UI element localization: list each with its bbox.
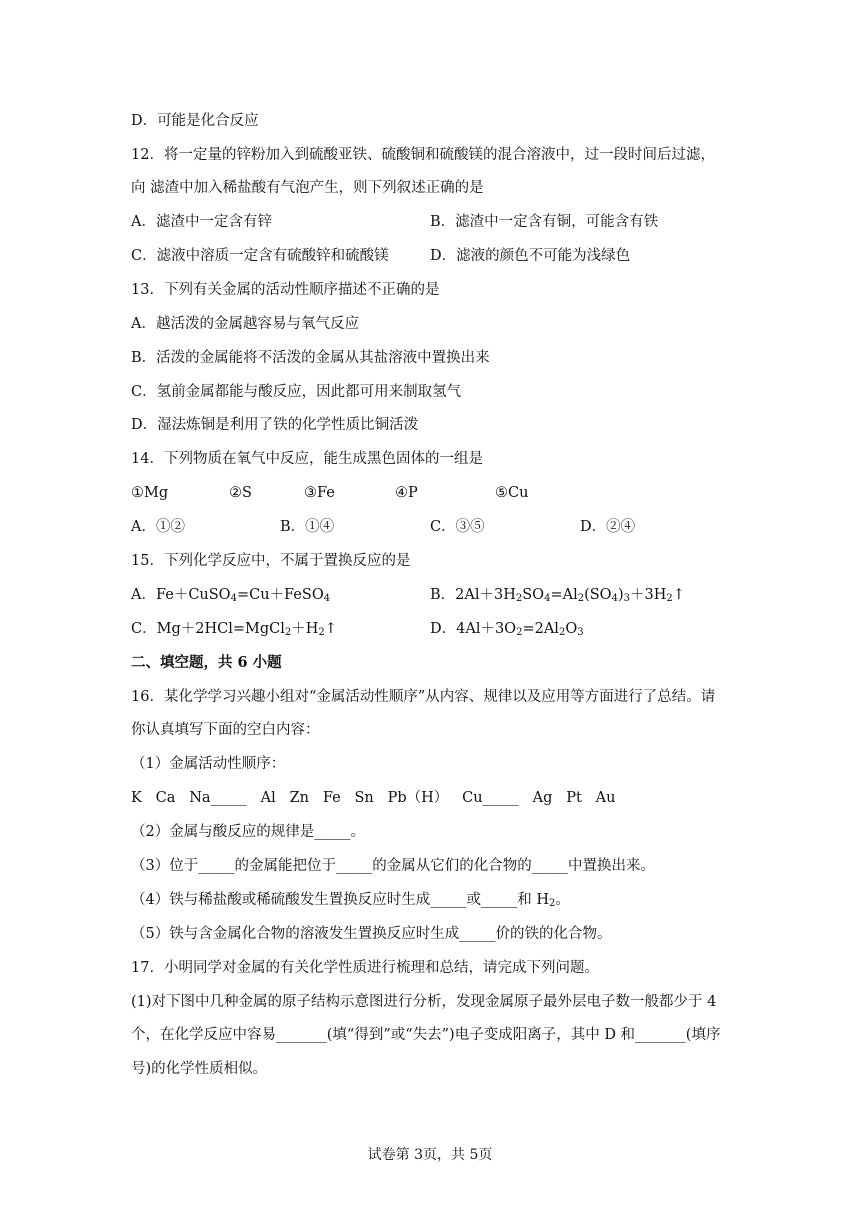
question-13: 13．下列有关金属的活动性顺序描述不正确的是	[131, 282, 440, 298]
substance-2: ②S	[229, 485, 252, 501]
option-15-b: B．$2Al+3H_2SO_4=Al_2(SO_4)_3+3H_2↑$	[430, 587, 685, 604]
question-16-part-3: （3）位于_____的金属能把位于_____的金属从它们的化合物的_____中置换出来。	[131, 858, 655, 874]
option-15-a: A．Fe＋CuSO$_4$=Cu＋FeSO$_4$	[131, 587, 331, 604]
option-12-a: A．滤渣中一定含有锌	[131, 214, 272, 230]
question-16-line-1: 16．某化学学习兴趣小组对“金属活动性顺序”从内容、规律以及应用等方面进行了总结。请	[131, 689, 716, 705]
substance-5: ⑤Cu	[495, 485, 529, 501]
option-11-d: D．可能是化合反应	[131, 113, 259, 129]
question-17-part-1-line-1: (1)对下图中几种金属的原子结构示意图进行分析，发现金属原子最外层电子数一般都少于 4	[131, 994, 717, 1010]
option-14-b: B．①④	[280, 519, 335, 535]
question-16-part-4: （4）铁与稀盐酸或稀硫酸发生置换反应时生成_____或_____和 $H_2$。	[131, 892, 570, 909]
question-12-line-1: 12．将一定量的锌粉加入到硫酸亚铁、硫酸铜和硫酸镁的混合溶液中，过一段时间后过滤，	[131, 147, 715, 163]
question-17: 17．小明同学对金属的有关化学性质进行梳理和总结，请完成下列问题。	[131, 960, 599, 976]
option-14-c: C．③⑤	[430, 519, 485, 535]
option-13-a: A．越活泼的金属越容易与氧气反应	[131, 316, 359, 332]
option-12-b: B．滤渣中一定含有铜，可能含有铁	[430, 214, 659, 230]
option-14-a: A．①②	[131, 519, 185, 535]
activity-series: K Ca Na_____ Al Zn Fe Sn Pb（H） Cu_____ Ag Pt Au	[131, 790, 616, 806]
question-14: 14．下列物质在氧气中反应，能生成黑色固体的一组是	[131, 451, 483, 467]
option-13-b: B．活泼的金属能将不活泼的金属从其盐溶液中置换出来	[131, 350, 490, 366]
option-13-c: C．氢前金属都能与酸反应，因此都可用来制取氢气	[131, 384, 462, 400]
option-13-d: D．湿法炼铜是利用了铁的化学性质比铜活泼	[131, 417, 419, 433]
question-17-part-1-line-3: 号)的化学性质相似。	[131, 1061, 268, 1077]
question-17-part-1-line-2: 个，在化学反应中容易_______(填“得到”或“失去”)电子变成阳离子，其中 D 和_______(填序	[131, 1027, 721, 1043]
substance-1: ①Mg	[131, 485, 169, 501]
question-15: 15．下列化学反应中，不属于置换反应的是	[131, 553, 411, 569]
option-12-d: D．滤液的颜色不可能为浅绿色	[430, 248, 631, 264]
question-16-part-1: （1）金属活动性顺序：	[131, 756, 286, 772]
option-15-c: C．$Mg+2HCl=MgCl_2+H_2↑$	[131, 621, 337, 638]
section-heading: 二、填空题，共 6 小题	[131, 654, 282, 671]
page-footer: 试卷第 3页，共 5页	[367, 1147, 493, 1163]
substance-4: ④P	[395, 485, 418, 501]
option-14-d: D．②④	[580, 519, 636, 535]
substance-3: ③Fe	[304, 485, 335, 501]
option-15-d: D．$4Al+3O_2=2Al_2O_3$	[430, 621, 584, 638]
question-16-line-2: 你认真填写下面的空白内容：	[131, 722, 320, 738]
question-16-part-2: （2）金属与酸反应的规律是_____。	[131, 824, 365, 840]
question-12-line-2: 向 滤渣中加入稀盐酸有气泡产生，则下列叙述正确的是	[131, 180, 484, 196]
option-12-c: C．滤液中溶质一定含有硫酸锌和硫酸镁	[131, 248, 389, 264]
question-16-part-5: （5）铁与含金属化合物的溶液发生置换反应时生成_____价的铁的化合物。	[131, 926, 612, 942]
